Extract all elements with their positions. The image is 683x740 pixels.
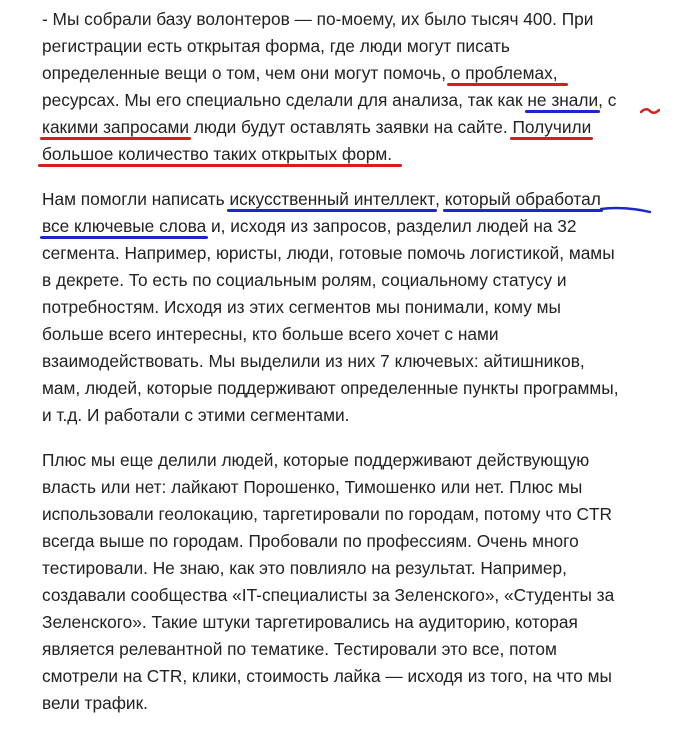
text-segment: ,	[435, 189, 445, 209]
text-segment: регистрации есть открытая форма, где люди могут писать	[42, 36, 510, 56]
text-segment: в декрете. То есть по социальным ролям, социальному статусу и	[42, 270, 567, 290]
text-segment: всегда выше по городам. Пробовали по профессиям. Очень много	[42, 531, 579, 551]
red-underlined-phrase: Получили	[512, 117, 592, 137]
text-line	[42, 501, 672, 528]
text-segment: потребностям. Исходя из этих сегментов мы понимали, кому мы	[42, 297, 561, 317]
red-underlined-phrase: какими запросами	[42, 117, 190, 137]
text-line	[42, 186, 672, 213]
text-segment: сегмента. Например, юристы, люди, готовые помочь логистикой, мамы	[42, 243, 615, 263]
text-line	[42, 33, 672, 60]
text-line	[42, 114, 672, 141]
text-segment: люди будут оставлять заявки на сайте.	[189, 117, 513, 137]
text-segment: взаимодействовать. Мы выделили из них 7 ключевых: айтишников,	[42, 351, 585, 371]
text-segment: определенные вещи о том, чем они могут помочь,	[42, 63, 451, 83]
text-line	[42, 321, 672, 348]
text-line	[42, 528, 672, 555]
red-marker-squiggle	[640, 104, 660, 118]
paragraph-2	[42, 186, 672, 429]
text-segment: , с	[598, 90, 617, 110]
paragraph-3	[42, 447, 672, 717]
text-segment: Зеленского». Такие штуки таргетировались на аудиторию, которая	[42, 612, 578, 632]
text-segment: смотрели на CTR, клики, стоимость лайка — исходя из того, на что мы	[42, 666, 612, 686]
text-line	[42, 6, 672, 33]
article-text	[42, 6, 672, 717]
paragraph-1	[42, 6, 672, 168]
text-segment: вели трафик.	[42, 693, 148, 713]
text-segment: ресурсах. Мы его специально сделали для анализа, так как	[42, 90, 528, 110]
text-segment: больше всего интересны, кто больше всего хочет с нами	[42, 324, 499, 344]
text-segment: использовали геолокацию, таргетировали по городам, потому что CTR	[42, 504, 613, 524]
text-segment: и, исходя из запросов, разделил людей на 32	[206, 216, 577, 236]
text-line	[42, 447, 672, 474]
text-line	[42, 582, 672, 609]
text-line	[42, 663, 672, 690]
text-segment: власть или нет: лайкают Порошенко, Тимошенко или нет. Плюс мы	[42, 477, 583, 497]
text-segment: тестировали. Не знаю, как это повлияло на результат. Например,	[42, 558, 567, 578]
text-line	[42, 294, 672, 321]
text-segment: является релевантной по тематике. Тестировали это все, потом	[42, 639, 557, 659]
text-segment: Плюс мы еще делили людей, которые поддерживают действующую	[42, 450, 590, 470]
blue-underlined-phrase: не знали	[527, 90, 599, 110]
red-underlined-phrase: большое количество таких открытых форм.	[42, 144, 393, 164]
text-line	[42, 141, 672, 168]
text-line	[42, 348, 672, 375]
text-segment: создавали сообщества «IT-специалисты за Зеленского», «Студенты за	[42, 585, 615, 605]
text-line	[42, 87, 672, 114]
text-line	[42, 60, 672, 87]
text-line	[42, 636, 672, 663]
blue-marker-stroke	[600, 203, 652, 217]
red-underlined-phrase: о проблемах,	[450, 63, 558, 83]
text-segment: мам, людей, которые поддерживают определенные пункты программы,	[42, 378, 619, 398]
text-line	[42, 402, 672, 429]
blue-underlined-phrase: который обработал	[444, 189, 601, 209]
text-line	[42, 213, 672, 240]
text-line	[42, 690, 672, 717]
blue-underlined-phrase: искусственный интеллект	[229, 189, 436, 209]
text-line	[42, 375, 672, 402]
text-line	[42, 474, 672, 501]
text-line	[42, 609, 672, 636]
text-segment: и т.д. И работали с этими сегментами.	[42, 405, 350, 425]
blue-underlined-phrase: все ключевые слова	[42, 216, 207, 236]
text-line	[42, 240, 672, 267]
text-line	[42, 555, 672, 582]
text-line	[42, 267, 672, 294]
text-segment: Нам помогли написать	[42, 189, 230, 209]
text-segment: - Мы собрали базу волонтеров — по-моему, их было тысяч 400. При	[42, 9, 594, 29]
